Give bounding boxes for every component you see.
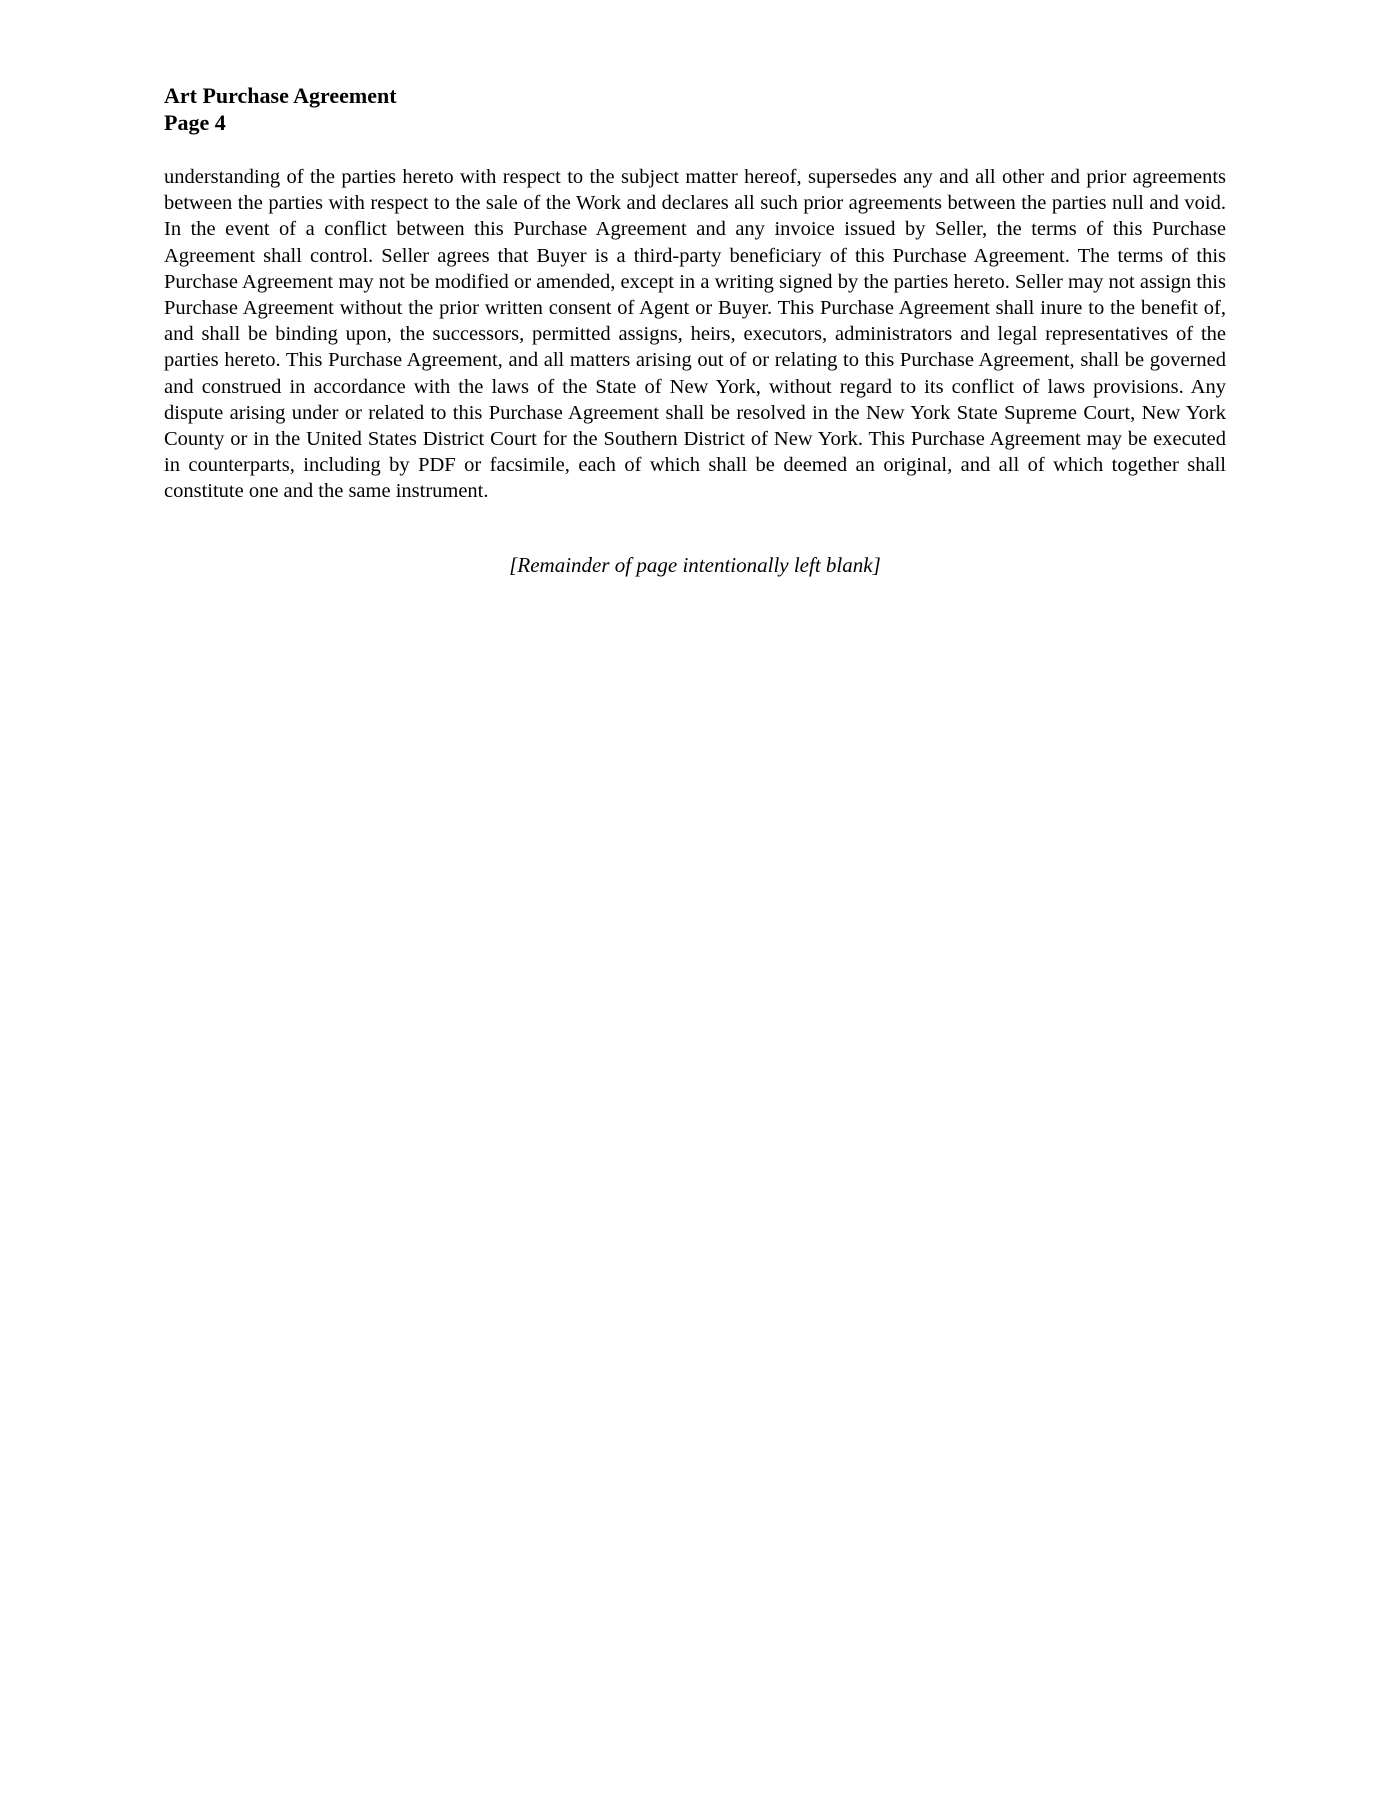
body-paragraph: understanding of the parties hereto with respect to the subject matter hereof, supersedes any and all other and prior agreements between the parties with respect to the sale of the Work and declares all such prior agreements between the parties null and void. In the event of a conflict between this Purchase Agreement and any invoice issued by Seller, the terms of this Purchase Agreement shall control. Seller agrees that Buyer is a third-party beneficiary of this Purchase Agreement. The terms of this Purchase Agreement may not be modified or amended, except in a writing signed by the parties hereto. Seller may not assign this Purchase Agreement without the prior written consent of Agent or Buyer. This Purchase Agreement shall inure to the benefit of, and shall be binding upon, the successors, permitted assigns, heirs, executors, administrators and legal representatives of the parties hereto. This Purchase Agreement, and all matters arising out of or relating to this Purchase Agreement, shall be governed and construed in accordance with the laws of the State of New York, without regard to its conflict of laws provisions. Any dispute arising under or related to this Purchase Agreement shall be resolved in the New York State Supreme Court, New York County or in the United States District Court for the Southern District of New York. This Purchase Agreement may be executed in counterparts, including by PDF or facsimile, each of which shall be deemed an original, and all of which together shall constitute one and the same instrument. — [164, 166, 1226, 503]
page-header — [164, 82, 764, 136]
remainder-note: [Remainder of page intentionally left blank] — [509, 553, 881, 577]
document-title: Art Purchase Agreement — [164, 83, 397, 108]
page-number: Page 4 — [164, 110, 226, 135]
